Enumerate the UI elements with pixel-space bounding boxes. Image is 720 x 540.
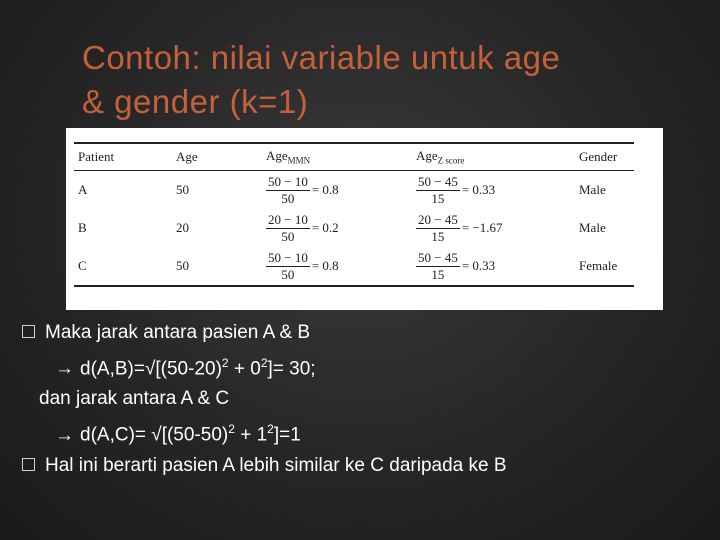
table-header-row xyxy=(74,143,634,171)
fraction-denominator: 15 xyxy=(431,190,445,206)
fraction-denominator: 15 xyxy=(431,228,445,244)
bullet-text: dan jarak antara A & C xyxy=(39,388,230,410)
cell-age-mmn xyxy=(262,209,412,247)
fraction-numerator: 50 − 10 xyxy=(268,173,308,189)
header-age-z-base: Age xyxy=(416,148,438,164)
fraction-denominator: 50 xyxy=(281,190,295,206)
header-age-zscore xyxy=(412,143,575,171)
formula-ab xyxy=(22,348,712,384)
cell-patient: A xyxy=(78,182,88,197)
bullet-text: Hal ini berarti pasien A lebih similar ke C daripada ke B xyxy=(45,454,507,476)
formula-part: + 1 xyxy=(234,424,268,446)
slide-title xyxy=(82,36,702,124)
cell-age: 20 xyxy=(176,220,189,235)
fraction-result: = 0.33 xyxy=(461,258,496,273)
square-bullet-icon xyxy=(22,458,35,471)
cell-gender: Male xyxy=(579,220,606,235)
fraction xyxy=(266,174,310,207)
title-line-1: Contoh: nilai variable untuk age xyxy=(82,39,561,76)
bullet-item xyxy=(22,318,712,348)
bullet-item xyxy=(22,451,712,481)
formula-exponent: 2 xyxy=(267,422,274,437)
formula-part: d(A,B)=√[(50-20) xyxy=(80,358,222,380)
header-age-mmn-base: Age xyxy=(266,148,288,164)
cell-age-mmn xyxy=(262,247,412,286)
fraction-result: = 0.8 xyxy=(311,258,339,273)
formula-part: ]=1 xyxy=(273,424,301,446)
table-row xyxy=(74,171,634,210)
formula-part: + 0 xyxy=(228,358,261,380)
bullet-continuation xyxy=(22,384,712,414)
square-bullet-icon xyxy=(22,325,35,338)
header-age-mmn-sub: MMN xyxy=(287,155,311,166)
cell-gender: Female xyxy=(579,258,618,273)
formula-ac xyxy=(22,414,712,450)
fraction xyxy=(416,250,460,283)
cell-patient: C xyxy=(78,258,87,273)
header-age: Age xyxy=(176,149,198,164)
cell-age: 50 xyxy=(176,182,189,197)
fraction-numerator: 50 − 45 xyxy=(418,173,458,189)
cell-patient: B xyxy=(78,220,87,235)
title-line-2: & gender (k=1) xyxy=(82,83,309,120)
cell-age: 50 xyxy=(176,258,189,273)
bullet-list xyxy=(22,318,712,481)
fraction-result: = 0.2 xyxy=(311,220,339,235)
fraction xyxy=(266,250,310,283)
fraction-numerator: 50 − 45 xyxy=(418,249,458,265)
arrow-right-icon: → xyxy=(55,424,74,446)
table-row xyxy=(74,247,634,286)
fraction-result: = 0.33 xyxy=(461,182,496,197)
fraction-numerator: 20 − 10 xyxy=(268,211,308,227)
cell-gender: Male xyxy=(579,182,606,197)
formula-part: d(A,C)= √[(50-50) xyxy=(80,424,229,446)
fraction-numerator: 50 − 10 xyxy=(268,249,308,265)
header-patient: Patient xyxy=(78,149,115,164)
header-age-mmn xyxy=(262,143,412,171)
formula-part: ]= 30; xyxy=(267,358,316,380)
formula-exponent: 2 xyxy=(221,356,229,370)
cell-age-zscore xyxy=(412,209,575,247)
arrow-right-icon: → xyxy=(55,358,74,380)
fraction-numerator: 20 − 45 xyxy=(418,211,458,227)
cell-age-zscore xyxy=(412,247,575,286)
table-row xyxy=(74,209,634,247)
fraction-denominator: 15 xyxy=(431,266,445,282)
fraction-result: = 0.8 xyxy=(311,182,339,197)
bullet-text: Maka jarak antara pasien A & B xyxy=(45,322,311,343)
cell-age-mmn xyxy=(262,171,412,210)
fraction-denominator: 50 xyxy=(281,266,295,282)
header-age-z-sub: Z score xyxy=(437,155,465,166)
fraction-result: = −1.67 xyxy=(461,220,503,235)
normalization-table xyxy=(74,142,634,287)
table-image xyxy=(66,128,663,310)
cell-age-zscore xyxy=(412,171,575,210)
formula-exponent: 2 xyxy=(228,422,235,437)
fraction xyxy=(416,212,460,245)
header-gender: Gender xyxy=(579,149,618,164)
fraction xyxy=(266,212,310,245)
formula-exponent: 2 xyxy=(260,356,268,370)
fraction-denominator: 50 xyxy=(281,228,295,244)
fraction xyxy=(416,174,460,207)
